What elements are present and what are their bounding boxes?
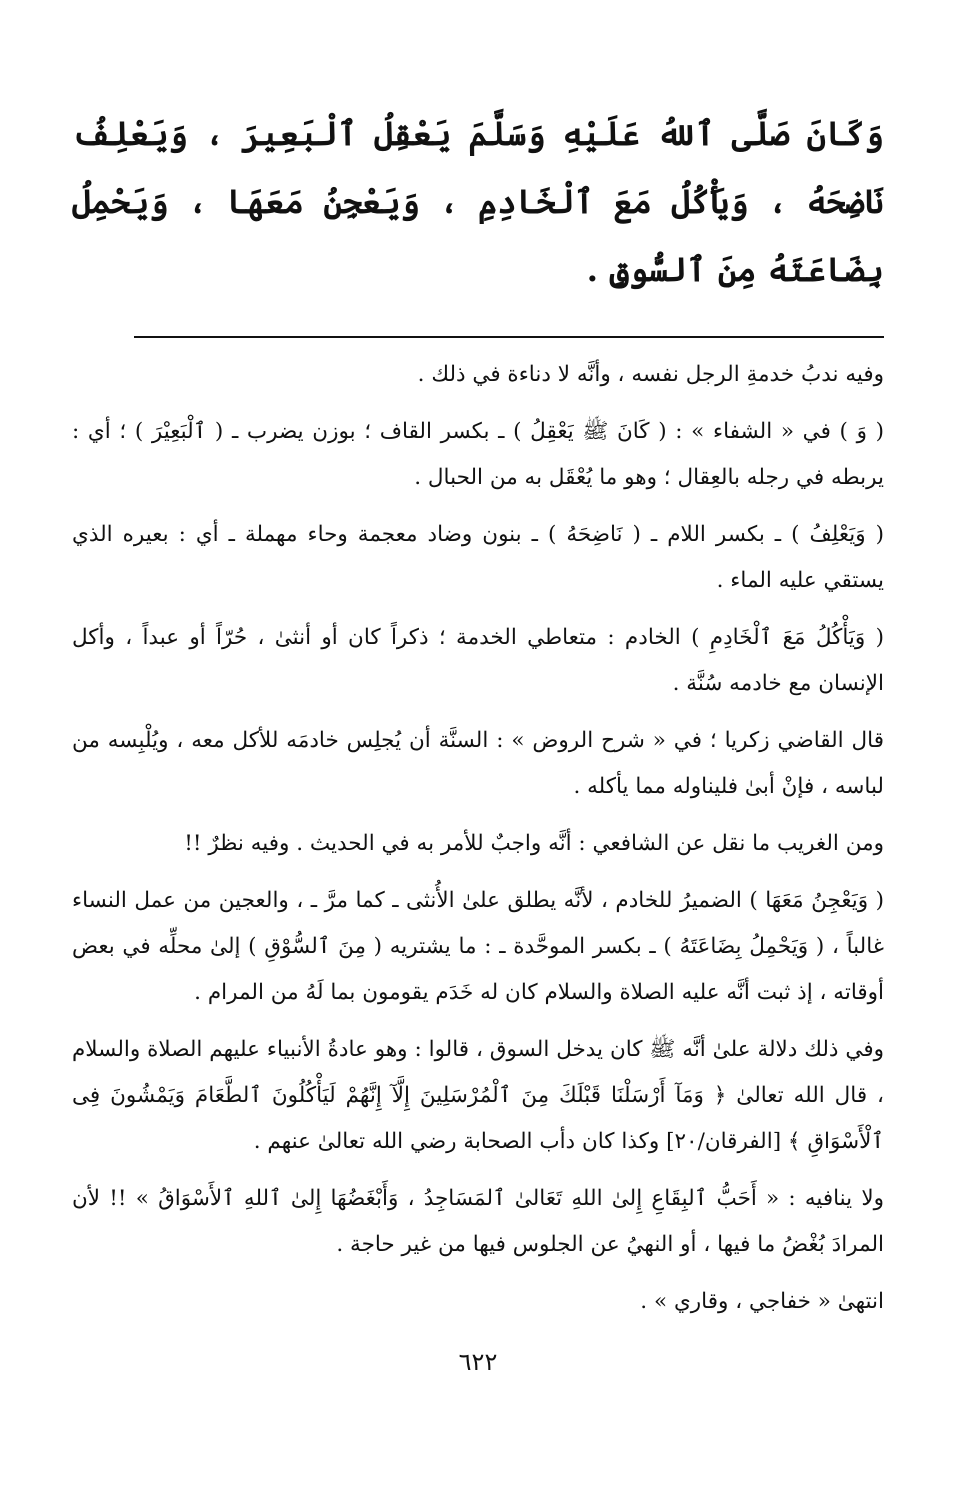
commentary-paragraph: ( وَ ) في « الشفاء » : ( كَانَ ﷺ يَعْقِلُ ) ـ بكسر القاف ؛ بوزن يضرب ـ ( ٱلْبَعِيْرَ ) ؛ أي : يربطه في رجله بالعِقال ؛ وهو ما يُعْقَل به من الحبال . — [72, 419, 884, 490]
page-number: ٦٢٢ — [458, 1348, 498, 1376]
footnote-divider — [134, 336, 884, 338]
commentary-paragraph: وفيه ندبُ خدمةِ الرجل نفسه ، وأنَّه لا دناءة في ذلك . — [417, 362, 884, 387]
hadith-text: وَكَانَ صَلَّى ٱللهُ عَلَيْهِ وَسَلَّمَ يَعْقِلُ ٱلْبَعِيرَ ، وَيَعْلِفُ نَاضِحَهُ ، وَيَأْكُلُ مَعَ ٱلْخَادِمِ ، وَيَعْجِنُ مَعَهَا ، وَيَحْمِلُ بِضَاعَتَهُ مِنَ ٱلسُّوقِ . — [72, 114, 884, 289]
commentary-section — [72, 352, 884, 1325]
commentary-paragraph: ( وَيَعْجِنُ مَعَهَا ) الضميرُ للخادم ، لأنَّه يطلق علىٰ الأُنثى ـ كما مرَّ ـ ، والعجين من عمل النساء غالباً ، ( وَيَحْمِلُ بِضَاعَتَهُ ) ـ بكسر الموحَّدة ـ : ما يشتريه ( مِنَ ٱلسُّوْقِ ) إلىٰ محلِّه في بعض أوقاته ، إذ ثبت أنَّه عليه الصلاة والسلام كان له خَدَم يقومون بما لَهُ من المرام . — [72, 888, 884, 1005]
commentary-paragraph: ( وَيَعْلِفُ ) ـ بكسر اللام ـ ( نَاضِحَهُ ) ـ بنون وضاد معجمة وحاء مهملة ـ أي : بعيره الذي يستقي عليه الماء . — [72, 522, 884, 593]
book-page — [72, 100, 884, 1336]
commentary-paragraph: انتهىٰ « خفاجي ، وقاري » . — [640, 1289, 884, 1314]
commentary-paragraph: ( وَيَأْكُلُ مَعَ ٱلْخَادِمِ ) الخادم : متعاطي الخدمة ؛ ذكراً كان أو أنثىٰ ، حُرّاً أو عبداً ، وأكل الإنسان مع خادمه سُنَّة . — [72, 625, 884, 696]
commentary-paragraph: وفي ذلك دلالة علىٰ أنَّه ﷺ كان يدخل السوق ، قالوا : وهو عادةُ الأنبياء عليهم الصلاة والسلام ، قال الله تعالىٰ ﴿ وَمَآ أَرْسَلْنَا قَبْلَكَ مِنَ ٱلْمُرْسَلِينَ إِلَّآ إِنَّهُمْ لَيَأْكُلُونَ ٱلطَّعَامَ وَيَمْشُونَ فِى ٱلْأَسْوَاقِ ﴾ [الفرقان/٢٠] وكذا كان دأب الصحابة رضي الله تعالىٰ عنهم . — [72, 1037, 884, 1154]
commentary-paragraph: قال القاضي زكريا ؛ في « شرح الروض » : السنَّة أن يُجلِس خادمَه للأكل معه ، ويُلْبِسه من لباسه ، فإنْ أبىٰ فليناوله مما يأكله . — [72, 728, 884, 799]
commentary-paragraph: ومن الغريب ما نقل عن الشافعي : أنَّه واجبٌ للأمر به في الحديث . وفيه نظرٌ !! — [184, 831, 884, 856]
commentary-paragraph: ولا ينافيه : « أَحَبُّ ٱلبِقَاعِ إِلىٰ اللهِ تَعَالىٰ ٱلمَسَاجِدُ ، وَأَبْغَضُهَا إِلىٰ ٱللهِ ٱلأَسْوَاقُ » !! لأن المرادَ بُغْضُ ما فيها ، أو النهيُ عن الجلوس فيها من غير حاجة . — [72, 1186, 884, 1257]
